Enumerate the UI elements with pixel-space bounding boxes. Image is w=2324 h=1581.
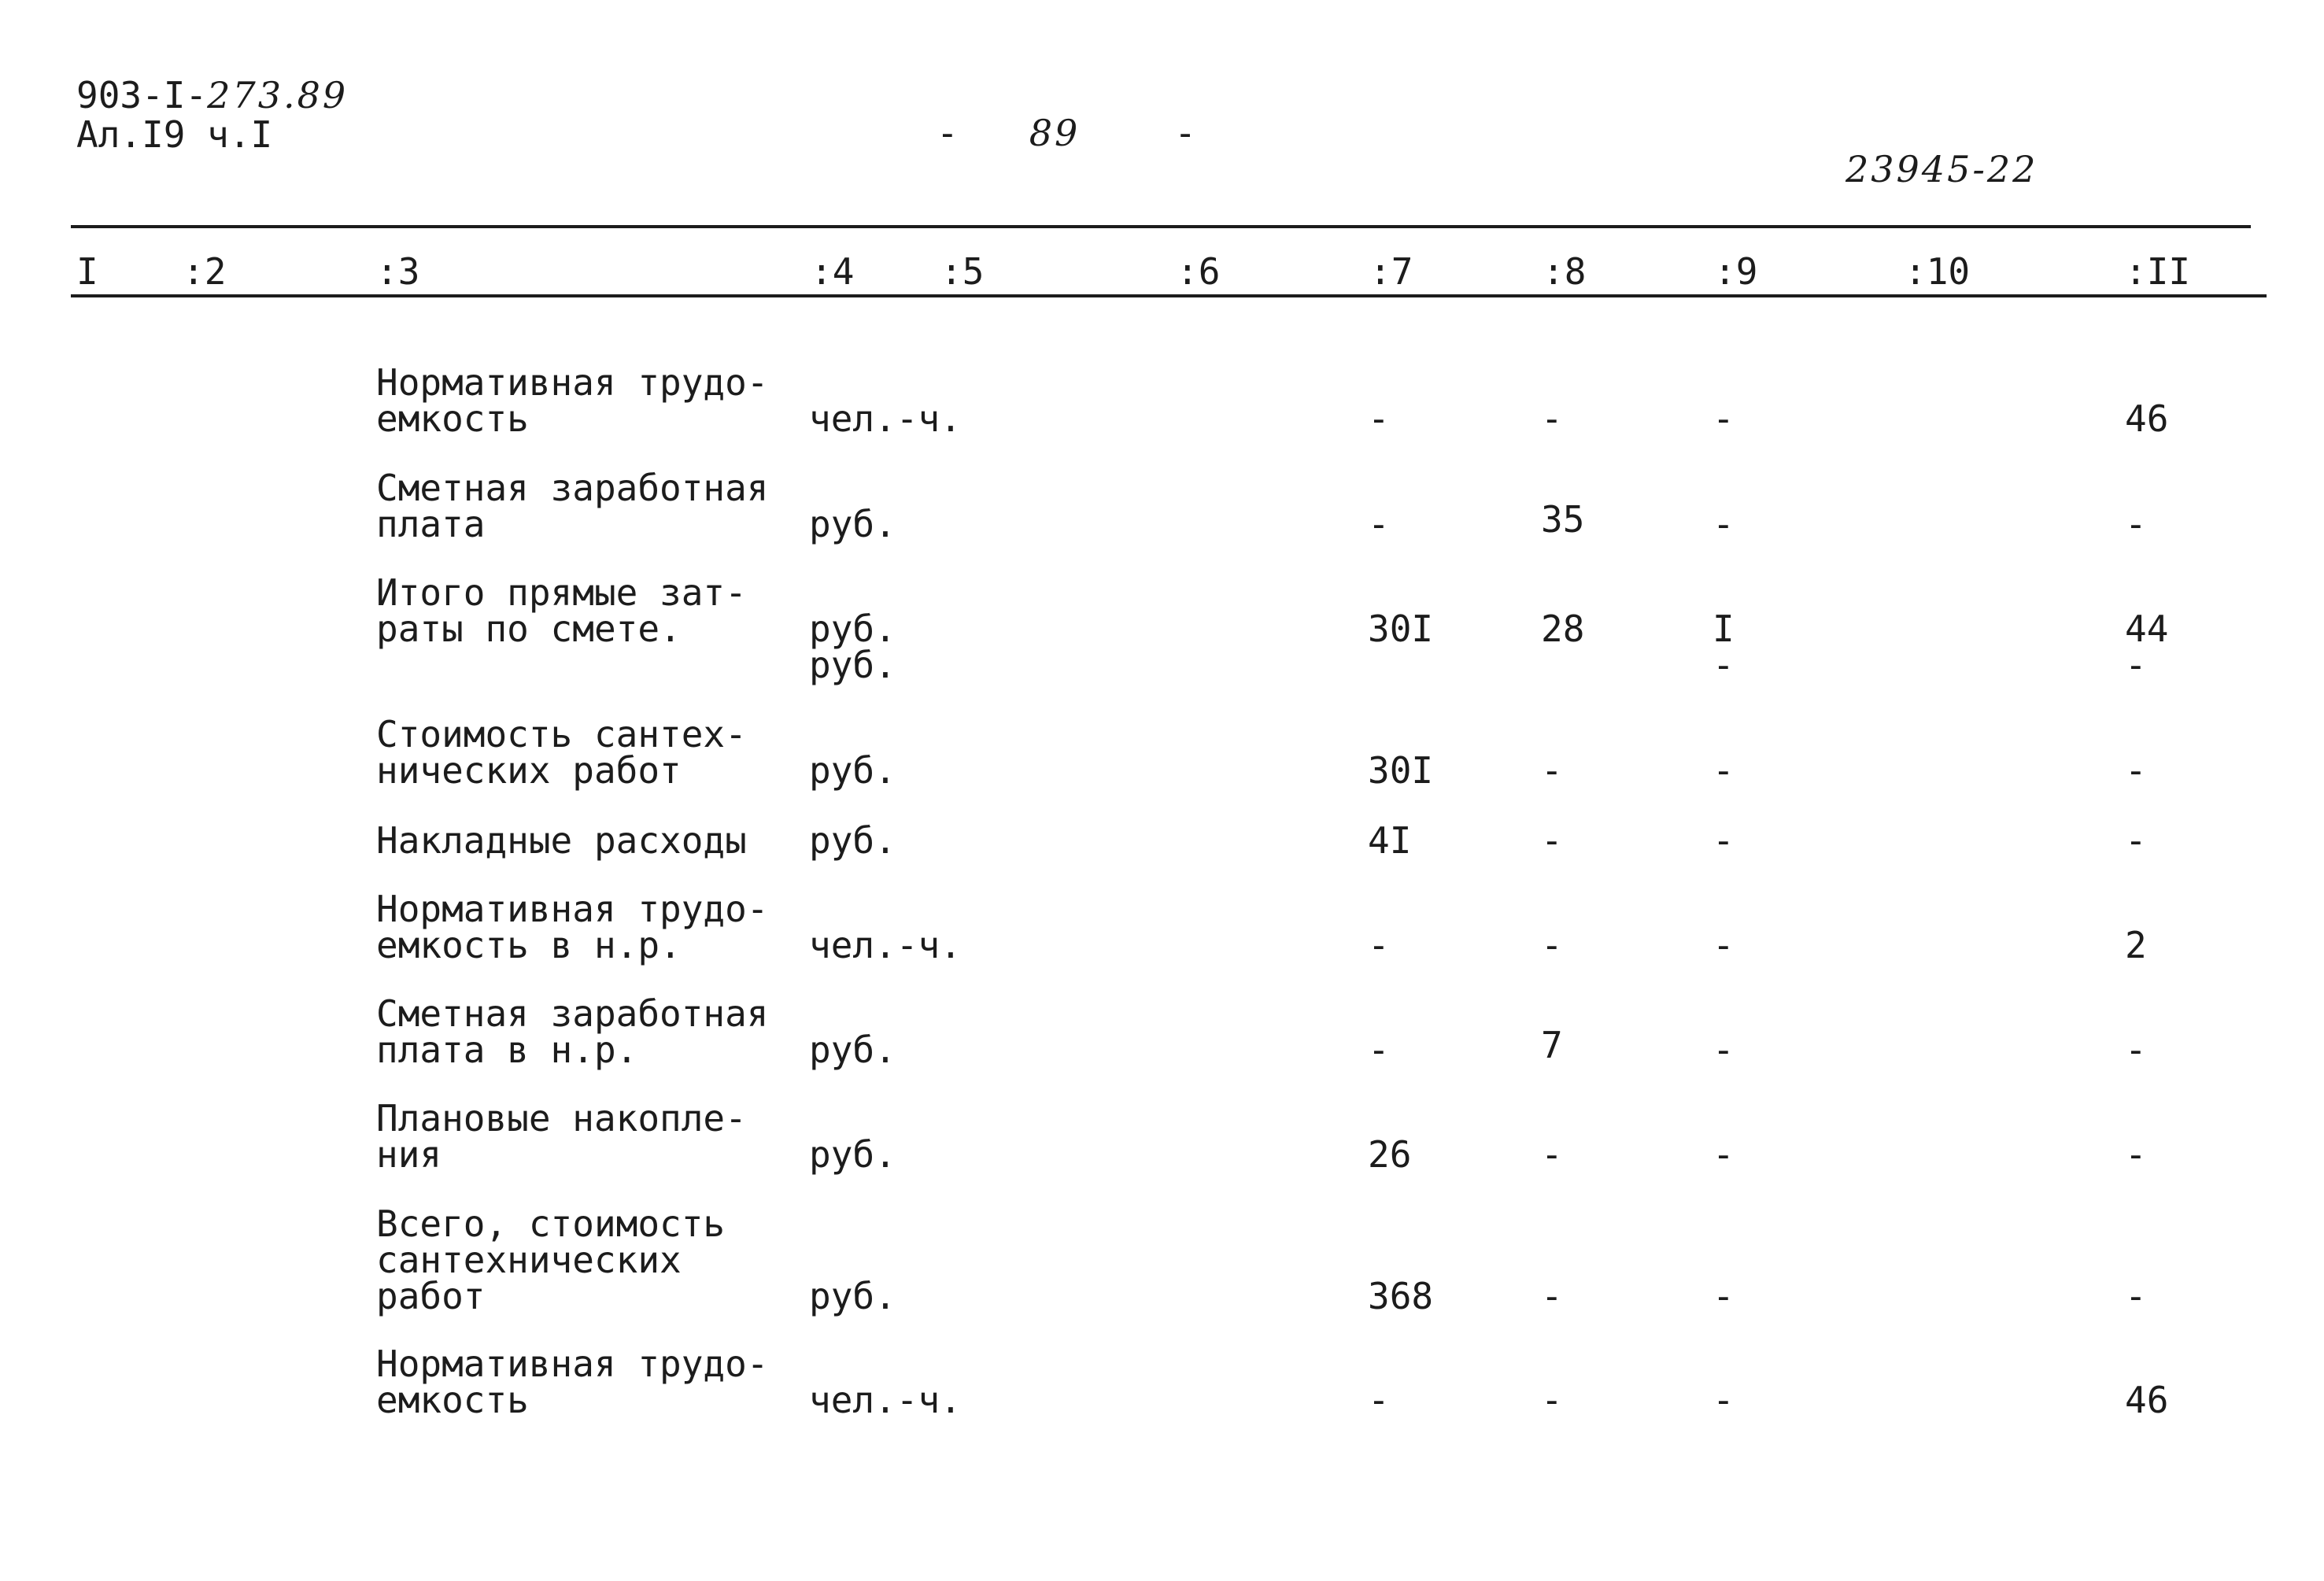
row-unit: руб. [809, 503, 896, 545]
column-header-2: :2 [183, 250, 227, 293]
column-header-7: :7 [1369, 250, 1413, 293]
row-unit-secondary: руб. [809, 644, 896, 686]
column-header-8: :8 [1543, 250, 1587, 293]
row-value-col8: 35 [1541, 498, 1585, 541]
row-unit: чел.-ч. [809, 397, 962, 440]
document-code [76, 74, 349, 116]
row-value-col8: - [1541, 1379, 1563, 1421]
row-name: Итого прямые зат- раты по смете. [376, 571, 747, 650]
row-value-col11: - [2125, 1133, 2147, 1176]
row-value-col8: - [1541, 1133, 1563, 1176]
column-header-11: :II [2125, 250, 2191, 293]
row-value-col9: - [1713, 1029, 1735, 1071]
inventory-number: 23945-22 [1846, 148, 2038, 190]
document-code-handwritten: 273.89 [207, 74, 349, 116]
column-header-4: :4 [811, 250, 855, 293]
row-value-col7: 4I [1368, 819, 1412, 862]
row-unit: руб. [809, 749, 896, 792]
row-value-col8: 7 [1541, 1024, 1563, 1066]
row-name: Сметная заработная плата [376, 467, 769, 545]
row-value-col9-secondary: - [1713, 644, 1735, 686]
row-value-col7: - [1368, 1379, 1390, 1421]
row-unit: руб. [809, 1133, 896, 1176]
page-number [937, 112, 1196, 154]
row-value-col11: 2 [2125, 924, 2147, 966]
row-value-col11: - [2125, 1029, 2147, 1071]
row-value-col8: - [1541, 924, 1563, 966]
row-value-col7: - [1368, 924, 1390, 966]
row-name: Нормативная трудо- емкость [376, 361, 769, 440]
column-header-1: I [76, 250, 98, 293]
row-value-col7: - [1368, 397, 1390, 440]
row-value-col9: I [1713, 608, 1735, 650]
row-value-col9: - [1713, 924, 1735, 966]
row-value-col7: - [1368, 503, 1390, 545]
row-unit: чел.-ч. [809, 1379, 962, 1421]
row-name: Накладные расходы [376, 819, 747, 862]
row-value-col11-secondary: - [2125, 644, 2147, 686]
row-value-col11: - [2125, 1275, 2147, 1317]
row-value-col9: - [1713, 1379, 1735, 1421]
column-header-3: :3 [376, 250, 420, 293]
column-header-9: :9 [1714, 250, 1758, 293]
row-value-col7: 30I [1368, 749, 1434, 792]
row-value-col7: - [1368, 1029, 1390, 1071]
row-name: Нормативная трудо- емкость [376, 1343, 769, 1421]
row-value-col11: - [2125, 819, 2147, 862]
page-dash-left: - [937, 112, 959, 154]
row-value-col11: - [2125, 749, 2147, 792]
row-name: Стоимость сантех- нических работ [376, 713, 747, 792]
row-value-col7: 30I [1368, 608, 1434, 650]
row-value-col11: - [2125, 503, 2147, 545]
row-value-col11: 46 [2125, 397, 2169, 440]
row-name: Всего, стоимость сантехнических работ [376, 1202, 726, 1317]
sheet-label: Ал.I9 ч.I [76, 113, 273, 156]
page-dash-right: - [1174, 112, 1196, 154]
row-name: Сметная заработная плата в н.р. [376, 992, 769, 1071]
row-unit: руб. [809, 608, 896, 650]
column-header-10: :10 [1905, 250, 1971, 293]
row-value-col9: - [1713, 1275, 1735, 1317]
row-value-col11: 46 [2125, 1379, 2169, 1421]
row-unit: руб. [809, 819, 896, 862]
row-value-col8: 28 [1541, 608, 1585, 650]
column-header-6: :6 [1177, 250, 1221, 293]
header-rule-top [71, 225, 2251, 228]
header-rule-bottom [71, 294, 2267, 297]
row-value-col8: - [1541, 397, 1563, 440]
row-name: Нормативная трудо- емкость в н.р. [376, 888, 769, 966]
row-value-col8: - [1541, 1275, 1563, 1317]
document-code-prefix: 903-I- [76, 74, 208, 116]
row-value-col9: - [1713, 397, 1735, 440]
row-value-col9: - [1713, 1133, 1735, 1176]
row-value-col11: 44 [2125, 608, 2169, 650]
column-header-5: :5 [940, 250, 985, 293]
row-value-col9: - [1713, 749, 1735, 792]
page-number-value: 89 [1029, 112, 1081, 154]
row-value-col9: - [1713, 819, 1735, 862]
row-value-col9: - [1713, 503, 1735, 545]
row-value-col7: 368 [1368, 1275, 1434, 1317]
row-unit: руб. [809, 1029, 896, 1071]
row-name: Плановые накопле- ния [376, 1097, 747, 1176]
row-value-col8: - [1541, 819, 1563, 862]
row-value-col7: 26 [1368, 1133, 1412, 1176]
row-value-col8: - [1541, 749, 1563, 792]
row-unit: чел.-ч. [809, 924, 962, 966]
row-unit: руб. [809, 1275, 896, 1317]
